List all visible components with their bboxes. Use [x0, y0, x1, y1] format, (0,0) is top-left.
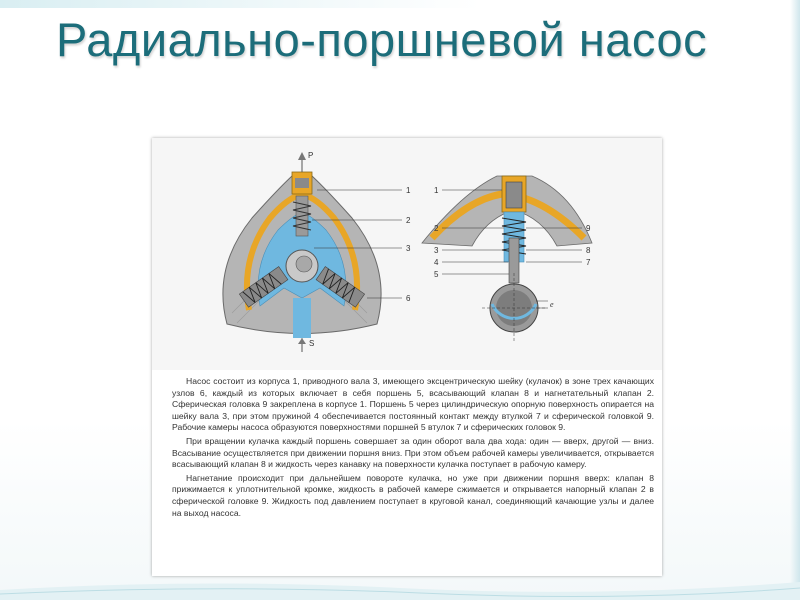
callout-4-right: 4 — [434, 258, 439, 267]
callout-9-right: 9 — [586, 224, 591, 233]
top-decoration — [0, 0, 800, 8]
bottom-wave-decoration — [0, 560, 800, 600]
callout-8-right: 8 — [586, 246, 591, 255]
description-paragraph: Насос состоит из корпуса 1, приводного вала 3, имеющего эксцентрическую шейку (кулачок) в зоне трех качающих узлов 6, каждый из которых включает в себя поршень 5, всасывающий клапан 8 и нагнетательный клапан 2. Сферическая головка 9 закреплена в корпусе 1. Поршень 5 через цилиндрическую опорную поверхность опирается на шейку вала 3, при этом пружиной 4 обеспечивается постоянный контакт между втулкой 7 и сферической головкой 9. Рабочие камеры насоса образуются поверхностями поршней 5 втулок 7 и сферических головок 9. — [172, 376, 654, 433]
right-edge-decoration — [790, 0, 800, 600]
label-S: S — [309, 339, 315, 348]
callout-6-left: 6 — [406, 294, 411, 303]
callout-3-left: 3 — [406, 244, 411, 253]
label-P: P — [308, 151, 314, 160]
figure-card — [152, 138, 662, 576]
callout-2-right: 2 — [434, 224, 439, 233]
slide-title: Радиально-поршневой насос — [56, 13, 708, 66]
callout-5-right: 5 — [434, 270, 439, 279]
suction-arrow-icon — [298, 338, 306, 344]
description-text — [172, 376, 654, 521]
callout-1-right: 1 — [434, 186, 439, 195]
pressure-arrow-icon — [298, 152, 306, 160]
callout-3-right: 3 — [434, 246, 439, 255]
callout-2-left: 2 — [406, 216, 411, 225]
pump-diagram-svg — [152, 138, 662, 370]
pump-cross-section — [223, 152, 402, 352]
callout-7-right: 7 — [586, 258, 591, 267]
suction-channel — [293, 298, 311, 338]
callout-1-left: 1 — [406, 186, 411, 195]
description-paragraph: При вращении кулачка каждый поршень совершает за один оборот вала два хода: один — вверх, другой — вниз. Всасывание осуществляется при движении поршня вниз. При этом объем рабочей камеры увеличивается, открывается всасывающий клапан 8 и жидкость через канавку на поверхности кулачка поступает в рабочую камеру. — [172, 435, 654, 470]
label-e: e — [550, 300, 554, 309]
pump-diagram — [152, 138, 662, 370]
pumping-unit-detail — [422, 176, 592, 343]
description-paragraph: Нагнетание происходит при дальнейшем повороте кулачка, но уже при движении поршня вверх: клапан 8 прижимается к уплотнительной кромке, жидкость в рабочей камере сжимается и открывается напорный клапан 2 в сферической головке 9. Жидкость под давлением поступает в круговой канал, соединяющий качающие узлы и далее на выход насоса. — [172, 472, 654, 518]
